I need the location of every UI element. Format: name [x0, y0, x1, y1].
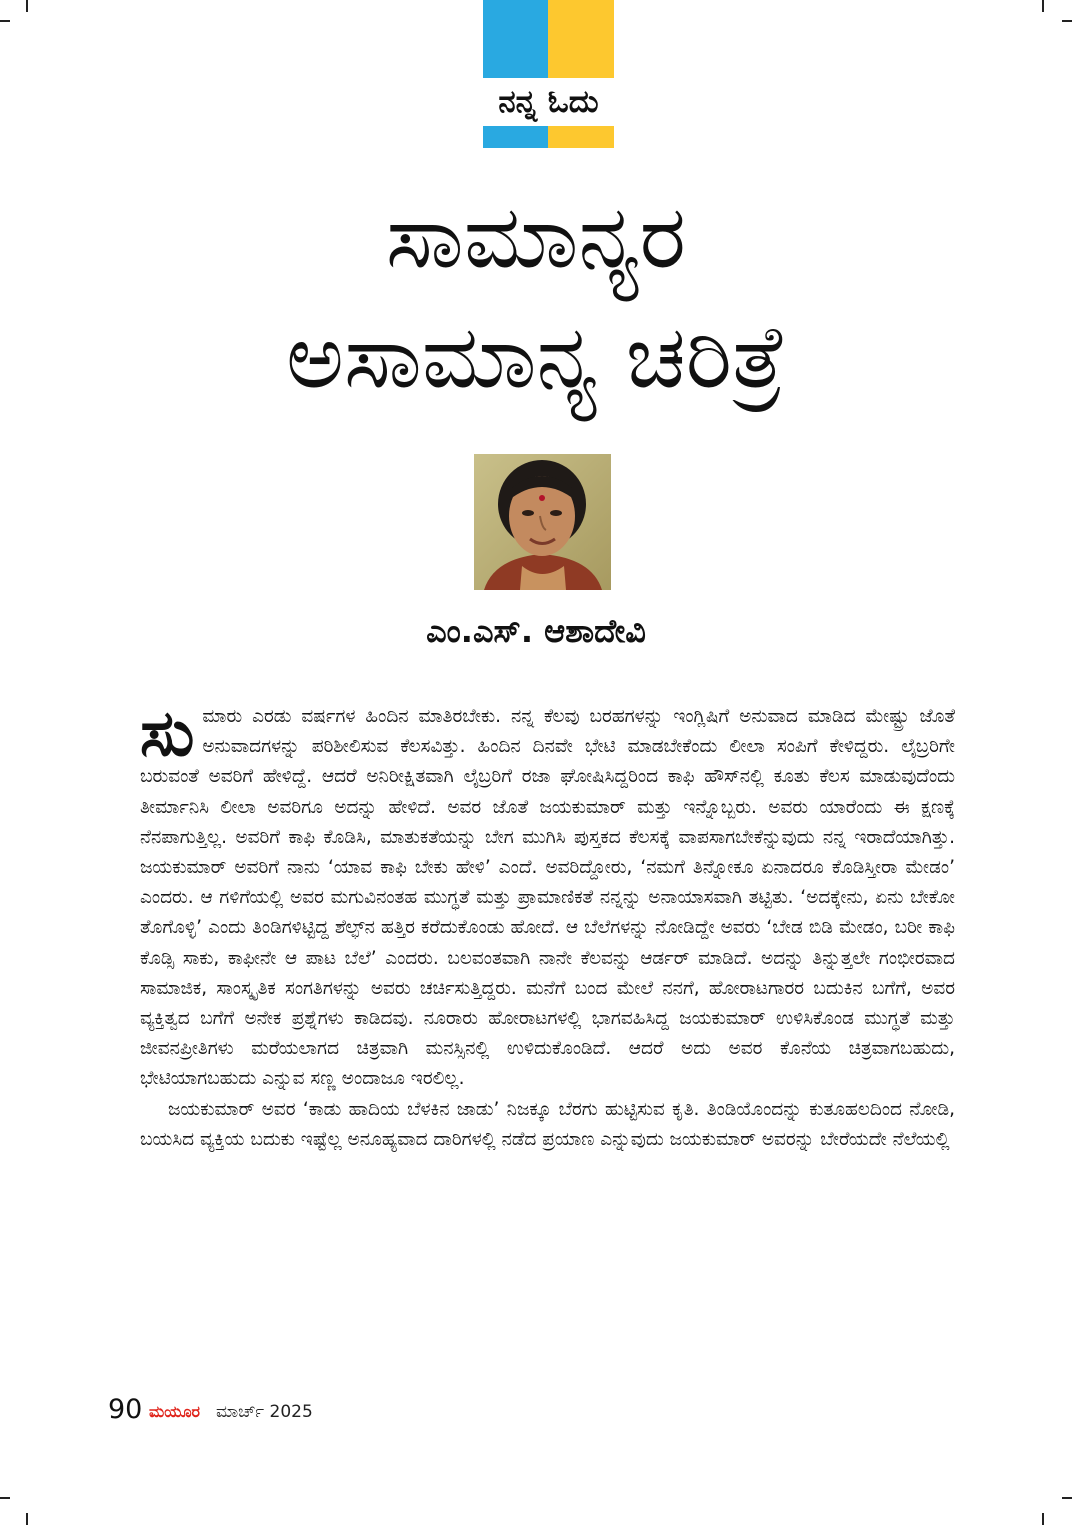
paragraph-1-text: ಮಾರು ಎರಡು ವರ್ಷಗಳ ಹಿಂದಿನ ಮಾತಿರಬೇಕು. ನನ್ನ ಕೆಲವು ಬರಹಗಳನ್ನು ಇಂಗ್ಲಿಷಿಗೆ ಅನುವಾದ ಮಾಡಿದ ಮೇಷ್ಟ್ರು ಜೊತೆ ಅನುವಾದಗಳನ್ನು ಪರಿಶೀಲಿಸುವ ಕೆಲಸವಿತ್ತು. ಹಿಂದಿನ ದಿನವೇ ಭೇಟಿ ಮಾಡಬೇಕೆಂದು ಲೀಲಾ ಸಂಪಿಗೆ ಕೇಳಿದ್ದರು. ಲೈಬ್ರರಿಗೇ ಬರುವಂತೆ ಅವರಿಗೆ ಹೇಳಿದ್ದೆ. ಆದರೆ ಅನಿರೀಕ್ಷಿತವಾಗಿ ಲೈಬ್ರರಿಗೆ ರಜಾ ಘೋಷಿಸಿದ್ದರಿಂದ ಕಾಫಿ ಹೌಸ್‌ನಲ್ಲಿ ಕೂತು ಕೆಲಸ ಮಾಡುವುದೆಂದು ತೀರ್ಮಾನಿಸಿ ಲೀಲಾ ಅವರಿಗೂ ಅದನ್ನು ಹೇಳಿದೆ. ಅವರ ಜೊತೆ ಜಯಕುಮಾರ್ ಮತ್ತು ಇನ್ನೊಬ್ಬರು. ಅವರು ಯಾರೆಂದು ಈ ಕ್ಷಣಕ್ಕೆ ನೆನಪಾಗುತ್ತಿಲ್ಲ. ಅವರಿಗೆ ಕಾಫಿ ಕೊಡಿಸಿ, ಮಾತುಕತೆಯನ್ನು ಬೇಗ ಮುಗಿಸಿ ಪುಸ್ತಕದ ಕೆಲಸಕ್ಕೆ ವಾಪಸಾಗಬೇಕೆನ್ನುವುದು ನನ್ನ ಇರಾದೆಯಾಗಿತ್ತು. ಜಯಕುಮಾರ್ ಅವರಿಗೆ ನಾನು ‘ಯಾವ ಕಾಫಿ ಬೇಕು ಹೇಳಿ’ ಎಂದೆ. ಅವರಿದ್ದೋರು, ‘ನಮಗೆ ತಿನ್ನೋಕೂ ಏನಾದರೂ ಕೊಡಿಸ್ತೀರಾ ಮೇಡಂ’ ಎಂದರು. ಆ ಗಳಿಗೆಯಲ್ಲಿ ಅವರ ಮಗುವಿನಂತಹ ಮುಗ್ಧತೆ ಮತ್ತು ಪ್ರಾಮಾಣಿಕತೆ ನನ್ನನ್ನು ಅನಾಯಾಸವಾಗಿ ತಟ್ಟಿತು. ‘ಅದಕ್ಕೇನು, ಏನು ಬೇಕೋ ತೊಗೊಳ್ಳಿ’ ಎಂದು ತಿಂಡಿಗಳಿಟ್ಟಿದ್ದ ಶೆಲ್ಫ್‌ನ ಹತ್ತಿರ ಕರೆದುಕೊಂಡು ಹೋದೆ. ಆ ಬೆಲೆಗಳನ್ನು ನೋಡಿದ್ದೇ ಅವರು ‘ಬೇಡ ಬಿಡಿ ಮೇಡಂ, ಬರೀ ಕಾಫಿ ಕೊಡ್ಸಿ ಸಾಕು, ಕಾಫೀನೇ ಆ ಪಾಟ ಬೆಲೆ’ ಎಂದರು. ಬಲವಂತವಾಗಿ ನಾನೇ ಕೆಲವನ್ನು ಆರ್ಡರ್ ಮಾಡಿದೆ. ಅದನ್ನು ತಿನ್ನುತ್ತಲೇ ಗಂಭೀರವಾದ ಸಾಮಾಜಿಕ, ಸಾಂಸ್ಕೃತಿಕ ಸಂಗತಿಗಳನ್ನು ಅವರು ಚರ್ಚಿಸುತ್ತಿದ್ದರು. ಮನೆಗೆ ಬಂದ ಮೇಲೆ ನನಗೆ, ಹೋರಾಟಗಾರರ ಬದುಕಿನ ಬಗೆಗೆ, ಅವರ ವ್ಯಕ್ತಿತ್ವದ ಬಗೆಗೆ ಅನೇಕ ಪ್ರಶ್ನೆಗಳು ಕಾಡಿದವು. ನೂರಾರು ಹೋರಾಟಗಳಲ್ಲಿ ಭಾಗವಹಿಸಿದ್ದ ಜಯಕುಮಾರ್ ಉಳಿಸಿಕೊಂಡ ಮುಗ್ಧತೆ ಮತ್ತು ಜೀವನಪ್ರೀತಿಗಳು ಮರೆಯಲಾಗದ ಚಿತ್ರವಾಗಿ ಮನಸ್ಸಿನಲ್ಲಿ ಉಳಿದುಕೊಂಡಿದೆ. ಆದರೆ ಅದು ಅವರ ಕೊನೆಯ ಚಿತ್ರವಾಗಬಹುದು, ಭೇಟಿಯಾಗಬಹುದು ಎನ್ನುವ ಸಣ್ಣ ಅಂದಾಜೂ ಇರಲಿಲ್ಲ. — [140, 706, 955, 1090]
section-logo — [483, 0, 614, 148]
paragraph-2: ಜಯಕುಮಾರ್ ಅವರ ‘ಕಾಡು ಹಾದಿಯ ಬೆಳಕಿನ ಜಾಡು’ ನಿಜಕ್ಕೂ ಬೆರಗು ಹುಟ್ಟಿಸುವ ಕೃತಿ. ತಿಂಡಿಯೊಂದನ್ನು ಕುತೂಹಲದಿಂದ ನೋಡಿ, ಬಯಸಿದ ವ್ಯಕ್ತಿಯ ಬದುಕು ಇಷ್ಟೆಲ್ಲ ಅನೂಹ್ಯವಾದ ದಾರಿಗಳಲ್ಲಿ ನಡೆದ ಪ್ರಯಾಣ ಎನ್ನುವುದು ಜಯಕುಮಾರ್ ಅವರನ್ನು ಬೇರೆಯದೇ ನೆಲೆಯಲ್ಲಿ — [140, 1098, 955, 1150]
logo-blue-block — [483, 0, 548, 78]
crop-mark-bottom-right-h — [1062, 1497, 1072, 1499]
crop-mark-bottom-left-h — [0, 1497, 10, 1499]
crop-mark-bottom-left — [26, 1513, 28, 1525]
section-label: ನನ್ನ ಓದು — [498, 84, 599, 120]
magazine-name: ಮಯೂರ — [149, 1402, 201, 1421]
issue-date: ಮಾರ್ಚ್ 2025 — [216, 1402, 313, 1422]
author-photo — [474, 454, 611, 590]
logo-blue-bar — [483, 126, 548, 148]
author-name: ಎಂ.ಎಸ್. ಆಶಾದೇವಿ — [426, 612, 646, 650]
crop-mark-top-right-h — [1062, 20, 1072, 22]
article-body — [140, 702, 955, 1392]
crop-mark-top-left-h — [0, 20, 10, 22]
crop-mark-top-left — [26, 0, 28, 12]
crop-mark-top-right — [1042, 0, 1044, 12]
paragraph-1 — [140, 702, 955, 1095]
headline-line-2: ಅಸಾಮಾನ್ಯ ಚರಿತ್ರೆ — [285, 305, 786, 408]
crop-mark-bottom-right — [1042, 1513, 1044, 1525]
drop-cap: ಸು — [140, 702, 195, 771]
headline-line-1: ಸಾಮಾನ್ಯರ — [385, 185, 687, 288]
logo-yellow-block — [548, 0, 614, 78]
page-number: 90 — [108, 1394, 143, 1425]
logo-yellow-bar — [548, 126, 614, 148]
